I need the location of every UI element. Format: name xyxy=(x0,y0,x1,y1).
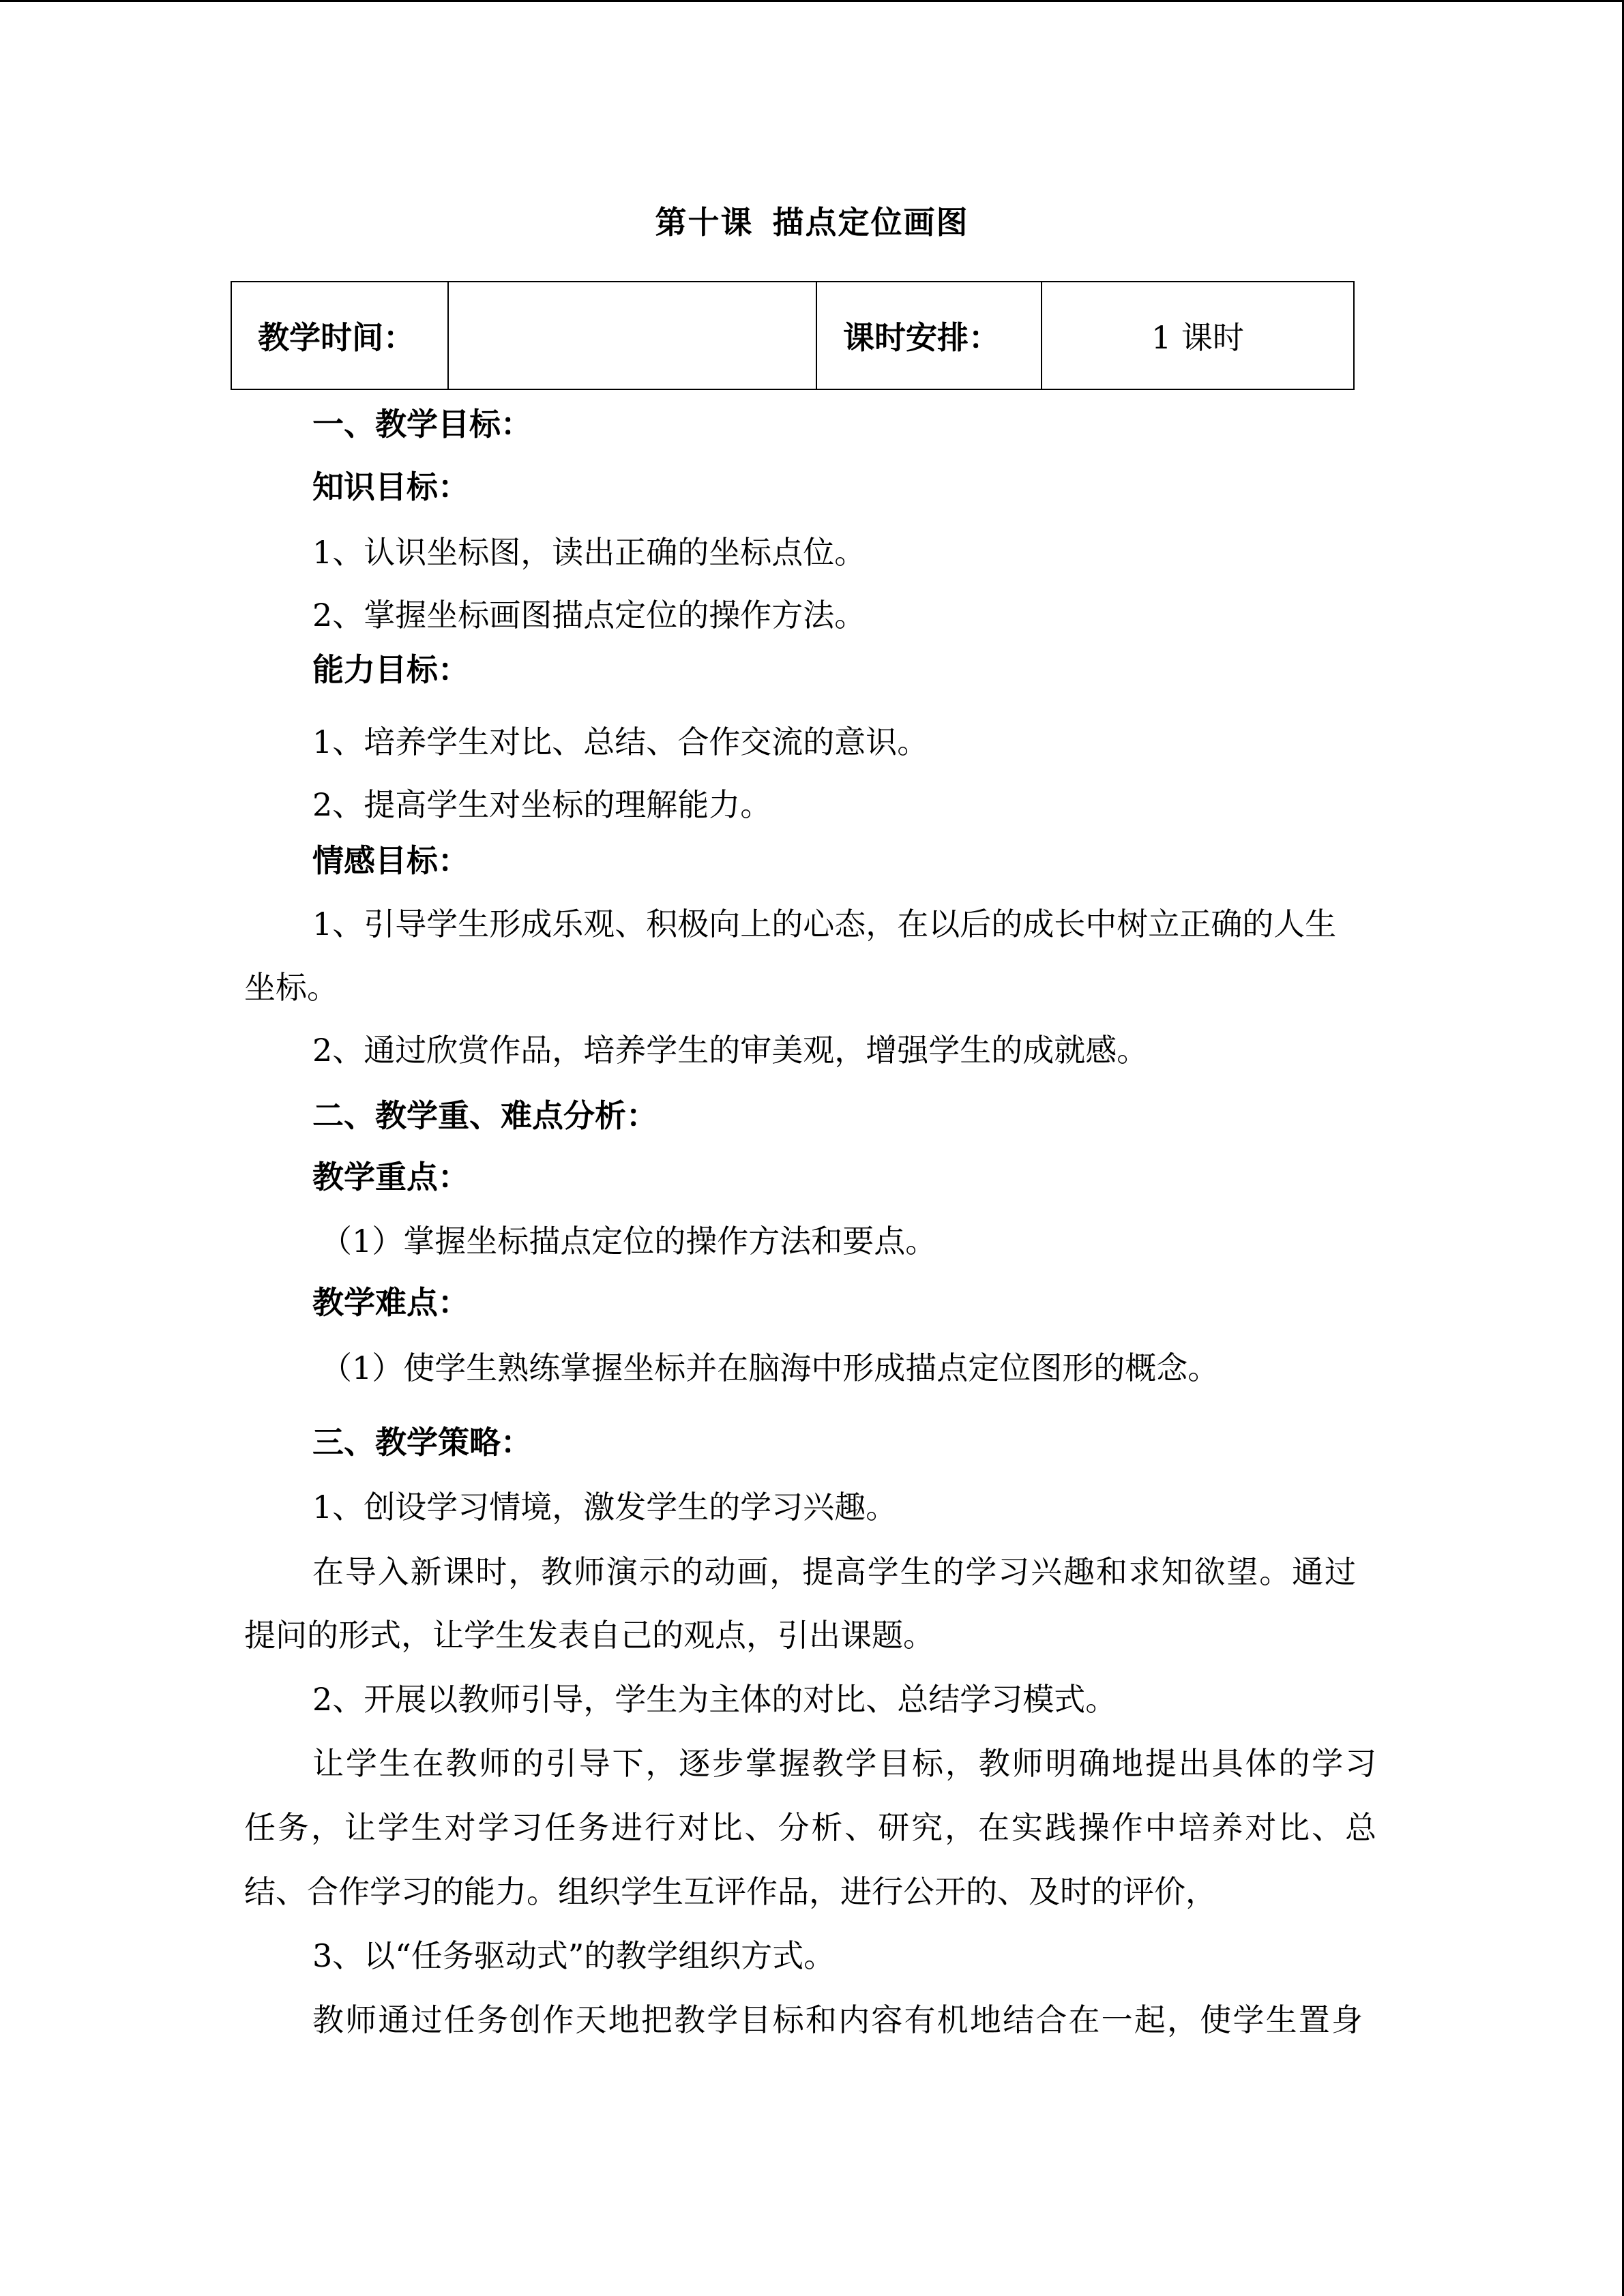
section-heading-objectives: 一、教学目标： xyxy=(312,406,532,443)
subheading-ability: 能力目标： xyxy=(312,651,469,688)
subheading-emotion: 情感目标： xyxy=(312,842,469,879)
text-line: 让学生在教师的引导下，逐步掌握教学目标，教师明确地提出具体的学习 xyxy=(312,1745,1376,1782)
text-line: 1、认识坐标图，读出正确的坐标点位。 xyxy=(312,534,866,571)
text-line: 2、通过欣赏作品，培养学生的审美观，增强学生的成就感。 xyxy=(312,1032,1149,1069)
text-line: 坐标。 xyxy=(244,969,338,1006)
section-heading-strategy: 三、教学策略： xyxy=(312,1424,532,1461)
text-line: 在导入新课时，教师演示的动画，提高学生的学习兴趣和求知欲望。通过 xyxy=(312,1553,1356,1590)
text-line: 1、培养学生对比、总结、合作交流的意识。 xyxy=(312,724,929,760)
text-line: 任务，让学生对学习任务进行对比、分析、研究，在实践操作中培养对比、总 xyxy=(244,1809,1376,1846)
text-line: 1、创设学习情境，激发学生的学习兴趣。 xyxy=(312,1489,898,1525)
page-title: 第十课 描点定位画图 xyxy=(655,204,969,241)
teaching-time-value xyxy=(448,282,816,389)
subheading-knowledge: 知识目标： xyxy=(312,468,469,505)
text-line: （1）使学生熟练掌握坐标并在脑海中形成描点定位图形的概念。 xyxy=(321,1350,1220,1386)
text-line: 2、开展以教师引导，学生为主体的对比、总结学习模式。 xyxy=(312,1681,1117,1718)
text-line: （1）掌握坐标描点定位的操作方法和要点。 xyxy=(321,1223,937,1259)
text-line: 2、提高学生对坐标的理解能力。 xyxy=(312,786,772,823)
text-line: 2、掌握坐标画图描点定位的操作方法。 xyxy=(312,597,866,633)
subheading-difficulty: 教学难点： xyxy=(312,1284,469,1321)
text-line: 提问的形式，让学生发表自己的观点，引出课题。 xyxy=(244,1617,934,1654)
page-border-top xyxy=(0,0,1624,2)
text-line: 教师通过任务创作天地把教学目标和内容有机地结合在一起，使学生置身 xyxy=(312,2001,1363,2038)
class-schedule-label: 课时安排： xyxy=(816,282,1042,389)
class-schedule-value: 1 课时 xyxy=(1042,282,1354,389)
lesson-info-table xyxy=(231,281,1355,390)
subheading-key-point: 教学重点： xyxy=(312,1159,469,1195)
teaching-time-label: 教学时间： xyxy=(231,282,448,389)
text-line: 1、引导学生形成乐观、积极向上的心态，在以后的成长中树立正确的人生 xyxy=(312,906,1337,942)
section-heading-key-points: 二、教学重、难点分析： xyxy=(312,1097,658,1134)
text-line: 3、以“任务驱动式”的教学组织方式。 xyxy=(312,1937,836,1974)
text-line: 结、合作学习的能力。组织学生互评作品，进行公开的、及时的评价， xyxy=(244,1873,1217,1910)
